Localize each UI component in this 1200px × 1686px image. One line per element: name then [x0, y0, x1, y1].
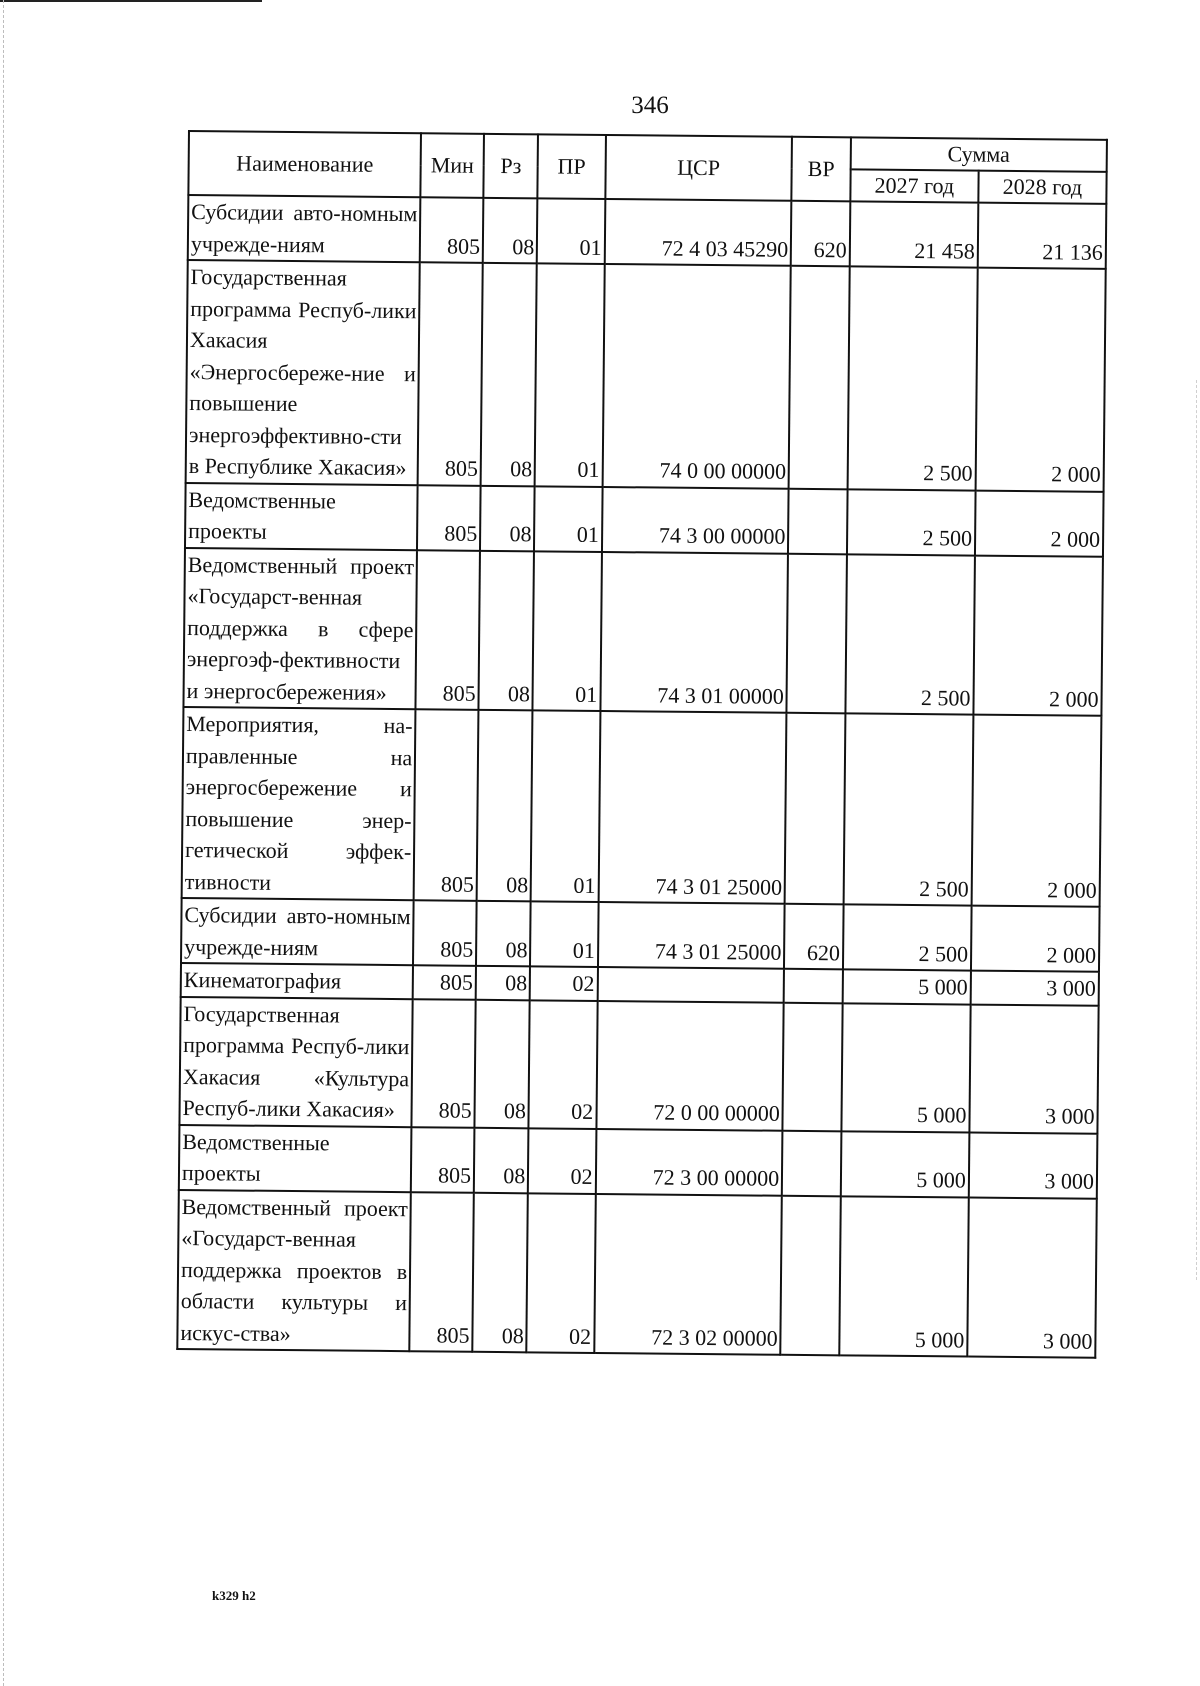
table-row — [179, 1124, 1098, 1198]
table-row — [185, 482, 1104, 556]
row-csr: 74 3 01 00000 — [600, 551, 788, 712]
row-sum-2028: 2 000 — [973, 555, 1103, 716]
row-csr: 74 3 00 00000 — [602, 486, 789, 553]
row-vr: 620 — [784, 904, 843, 970]
row-vr — [782, 1130, 841, 1196]
scan-edge-right — [1196, 380, 1197, 1280]
budget-table — [176, 130, 1108, 1359]
row-pr: 02 — [529, 1000, 597, 1129]
row-sum-2028: 3 000 — [969, 1132, 1098, 1198]
row-sum-2027: 5 000 — [839, 1196, 969, 1357]
row-sum-2027: 2 500 — [847, 489, 976, 555]
row-min: 805 — [411, 1127, 475, 1193]
row-sum-2027: 2 500 — [843, 904, 972, 970]
row-vr — [788, 488, 847, 554]
row-rz: 08 — [480, 485, 535, 551]
row-vr: 620 — [791, 201, 850, 267]
row-name: Субсидии авто-номным учрежде-ниям — [181, 898, 414, 965]
row-rz: 08 — [481, 263, 537, 486]
row-name: Государственная программа Респуб-лики Хакасия «Энергосбереже-ние и повышение энергоэффективно-сти в Республике Хакасия» — [186, 260, 420, 485]
row-csr — [597, 967, 784, 1002]
row-min: 805 — [418, 262, 483, 485]
page-number: 346 — [631, 92, 669, 119]
row-csr: 72 3 02 00000 — [594, 1193, 782, 1354]
row-vr — [785, 713, 845, 905]
row-name: Кинематография — [181, 963, 414, 999]
row-sum-2028: 3 000 — [967, 1197, 1097, 1358]
row-min: 805 — [409, 1192, 473, 1352]
row-name: Мероприятия, на-правленные на энергосбережение и повышение энер-гетической эффек-тивности — [182, 707, 416, 900]
row-sum-2028: 2 000 — [971, 715, 1101, 907]
row-pr: 02 — [527, 1193, 596, 1353]
table-row — [188, 195, 1107, 269]
row-name: Субсидии авто-номным учрежде-ниям — [188, 195, 421, 262]
row-sum-2028: 2 000 — [975, 490, 1104, 556]
row-pr: 01 — [533, 551, 602, 711]
row-rz: 08 — [472, 1192, 528, 1352]
row-csr: 74 0 00 00000 — [602, 264, 791, 488]
row-min: 805 — [414, 709, 479, 901]
row-sum-2028: 3 000 — [969, 1004, 1098, 1133]
row-sum-2027: 5 000 — [841, 1003, 970, 1132]
row-sum-2027: 5 000 — [843, 969, 971, 1004]
scan-edge-left — [3, 0, 4, 1686]
row-name: Ведомственные проекты — [185, 482, 418, 549]
row-name: Ведомственные проекты — [179, 1124, 412, 1191]
header-row — [189, 131, 1107, 172]
table-row — [177, 1189, 1096, 1357]
row-csr: 74 3 01 25000 — [598, 902, 785, 969]
header-vr: ВР — [792, 137, 851, 202]
row-csr: 72 3 00 00000 — [595, 1128, 782, 1195]
row-sum-2027: 2 500 — [847, 266, 977, 490]
row-min: 805 — [420, 197, 484, 263]
table-row — [179, 996, 1098, 1133]
row-min: 805 — [413, 900, 477, 966]
table-row — [186, 260, 1106, 491]
header-sum: Сумма — [851, 137, 1107, 171]
row-sum-2028: 2 000 — [971, 906, 1100, 972]
row-vr — [783, 1002, 843, 1131]
row-min: 805 — [413, 965, 476, 999]
table-row — [182, 707, 1102, 907]
row-rz: 08 — [479, 550, 535, 710]
row-pr: 01 — [531, 710, 600, 902]
row-rz: 08 — [476, 901, 531, 967]
header-min: Мин — [421, 133, 485, 198]
row-vr — [787, 553, 847, 713]
header-csr: ЦСР — [605, 135, 792, 201]
row-csr: 72 4 03 45290 — [604, 199, 791, 266]
row-sum-2027: 2 500 — [843, 713, 973, 905]
row-vr — [781, 1195, 841, 1355]
row-vr — [784, 969, 843, 1003]
row-rz: 08 — [477, 710, 533, 902]
row-sum-2028: 2 000 — [975, 268, 1105, 492]
row-min: 805 — [417, 485, 481, 551]
row-name: Ведомственный проект «Государст-венная поддержка в сфере энергоэф-фективности и энергосбережения» — [183, 547, 417, 709]
row-pr: 01 — [535, 263, 604, 486]
row-min: 805 — [416, 550, 480, 710]
row-rz: 08 — [483, 198, 538, 264]
row-rz: 08 — [474, 1127, 529, 1193]
row-name: Государственная программа Респуб-лики Хакасия «Культура Респуб-лики Хакасия» — [179, 996, 412, 1126]
header-name: Наименование — [188, 131, 421, 197]
row-pr: 02 — [530, 966, 598, 1000]
row-csr: 72 0 00 00000 — [596, 1000, 784, 1130]
row-sum-2027: 21 458 — [850, 201, 979, 267]
row-name: Ведомственный проект «Государст-венная поддержка проектов в области культуры и искус-ства» — [177, 1189, 411, 1351]
row-sum-2027: 5 000 — [841, 1131, 970, 1197]
header-year-2028: 2028 год — [978, 171, 1106, 204]
row-pr: 02 — [528, 1128, 596, 1194]
row-csr: 74 3 01 25000 — [598, 711, 786, 904]
row-rz: 08 — [475, 999, 530, 1128]
row-pr: 01 — [537, 198, 605, 264]
row-sum-2027: 2 500 — [845, 554, 975, 715]
row-vr — [789, 266, 850, 489]
header-pr: ПР — [538, 134, 606, 199]
row-sum-2028: 21 136 — [978, 203, 1107, 269]
scan-margin-line — [0, 0, 262, 2]
footer-code: k329 h2 — [212, 1588, 256, 1603]
header-year-2027: 2027 год — [850, 169, 978, 202]
table-row — [181, 898, 1100, 972]
header-rz: Рз — [483, 134, 538, 199]
row-sum-2028: 3 000 — [971, 971, 1099, 1006]
row-pr: 01 — [534, 486, 602, 552]
row-rz: 08 — [476, 966, 531, 1000]
row-min: 805 — [412, 999, 476, 1128]
row-pr: 01 — [530, 901, 598, 967]
table-row — [183, 547, 1102, 715]
